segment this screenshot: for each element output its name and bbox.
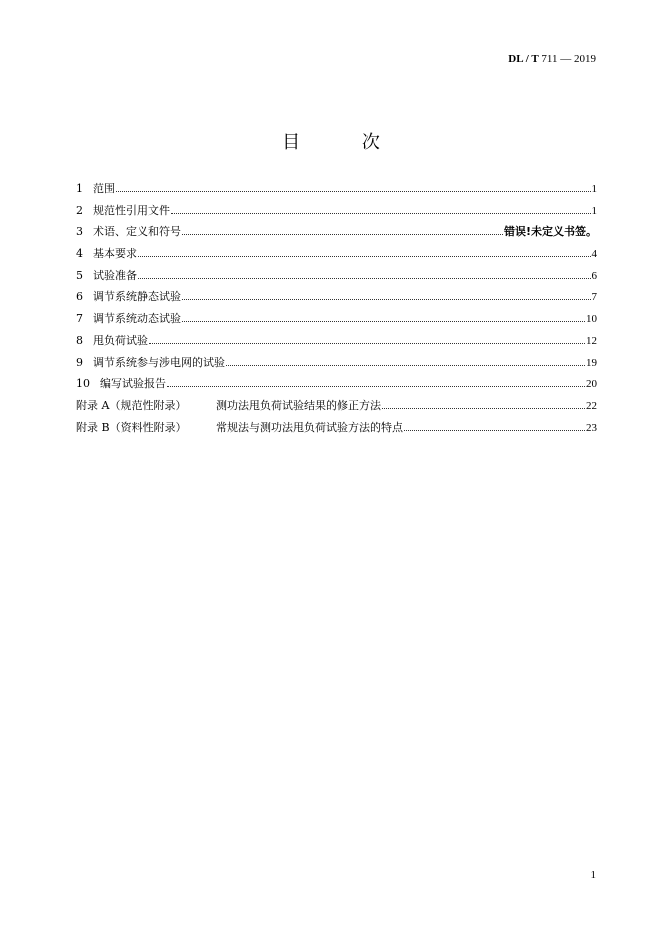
appendix-title: 测功法甩负荷试验结果的修正方法 <box>216 398 381 412</box>
toc-entry-number: 7 <box>76 312 83 326</box>
toc-entry-number: 10 <box>76 377 90 391</box>
doc-number: 711 — 2019 <box>541 53 596 65</box>
toc-entry-7[interactable] <box>76 312 597 334</box>
table-of-contents <box>76 182 597 442</box>
document-code-header <box>508 53 596 65</box>
dot-leader <box>182 233 503 235</box>
dot-leader <box>182 298 591 300</box>
toc-entry-10[interactable] <box>76 377 597 399</box>
toc-appendix-b[interactable] <box>76 421 597 443</box>
appendix-page: 23 <box>586 421 597 434</box>
toc-appendix-a[interactable] <box>76 399 597 421</box>
toc-entry-6[interactable] <box>76 290 597 312</box>
appendix-page: 22 <box>586 399 597 412</box>
toc-title <box>0 128 662 154</box>
toc-entry-number: 8 <box>76 333 83 347</box>
toc-entry-page: 1 <box>591 204 597 217</box>
dot-leader <box>167 385 585 387</box>
toc-entry-title: 基本要求 <box>93 247 137 261</box>
appendix-prefix: 附录 A（规范性附录） <box>76 398 187 412</box>
toc-entry-title: 甩负荷试验 <box>93 333 148 347</box>
page-number: 1 <box>590 869 596 881</box>
toc-entry-number: 1 <box>76 182 83 195</box>
toc-entry-title: 调节系统动态试验 <box>93 312 181 326</box>
toc-entry-3[interactable] <box>76 225 597 247</box>
dot-leader <box>182 320 585 322</box>
toc-entry-number: 5 <box>76 268 83 282</box>
appendix-title: 常规法与测功法甩负荷试验方法的特点 <box>216 420 403 434</box>
dot-leader <box>404 429 585 431</box>
toc-title-char-2: 次 <box>361 132 380 153</box>
toc-entry-title: 编写试验报告 <box>100 377 166 391</box>
toc-entry-title: 调节系统静态试验 <box>93 290 181 304</box>
toc-entry-page: 4 <box>591 248 597 261</box>
toc-entry-page: 6 <box>591 269 597 282</box>
toc-entry-5[interactable] <box>76 269 597 291</box>
toc-entry-number: 4 <box>76 247 83 261</box>
dot-leader <box>149 342 585 344</box>
toc-entry-page: 12 <box>586 334 597 347</box>
toc-entry-title: 试验准备 <box>93 268 137 282</box>
toc-entry-number: 9 <box>76 355 83 369</box>
toc-entry-page: 20 <box>586 378 597 391</box>
toc-entry-4[interactable] <box>76 247 597 269</box>
appendix-prefix: 附录 B（资料性附录） <box>76 420 187 434</box>
toc-entry-1[interactable] <box>76 182 597 204</box>
toc-entry-9[interactable] <box>76 356 597 378</box>
dot-leader <box>116 190 591 192</box>
dot-leader <box>382 407 585 409</box>
toc-entry-title: 规范性引用文件 <box>93 203 170 217</box>
toc-entry-page: 19 <box>586 356 597 369</box>
toc-entry-page: 10 <box>586 313 597 326</box>
toc-entry-number: 6 <box>76 290 83 304</box>
toc-entry-2[interactable] <box>76 204 597 226</box>
toc-entry-8[interactable] <box>76 334 597 356</box>
toc-entry-title: 调节系统参与涉电网的试验 <box>93 355 225 369</box>
toc-entry-title: 术语、定义和符号 <box>93 225 181 239</box>
toc-entry-page: 7 <box>591 291 597 304</box>
toc-entry-number: 3 <box>76 225 83 239</box>
toc-entry-title: 范围 <box>93 182 115 195</box>
dot-leader <box>138 277 591 279</box>
dot-leader <box>171 212 591 214</box>
toc-entry-page-error: 错误!未定义书签。 <box>503 225 597 239</box>
dot-leader <box>138 255 591 257</box>
doc-code: DL / T <box>508 53 539 65</box>
toc-title-char-1: 目 <box>282 132 301 153</box>
toc-entry-number: 2 <box>76 203 83 217</box>
toc-entry-page: 1 <box>591 183 597 195</box>
dot-leader <box>226 364 585 366</box>
